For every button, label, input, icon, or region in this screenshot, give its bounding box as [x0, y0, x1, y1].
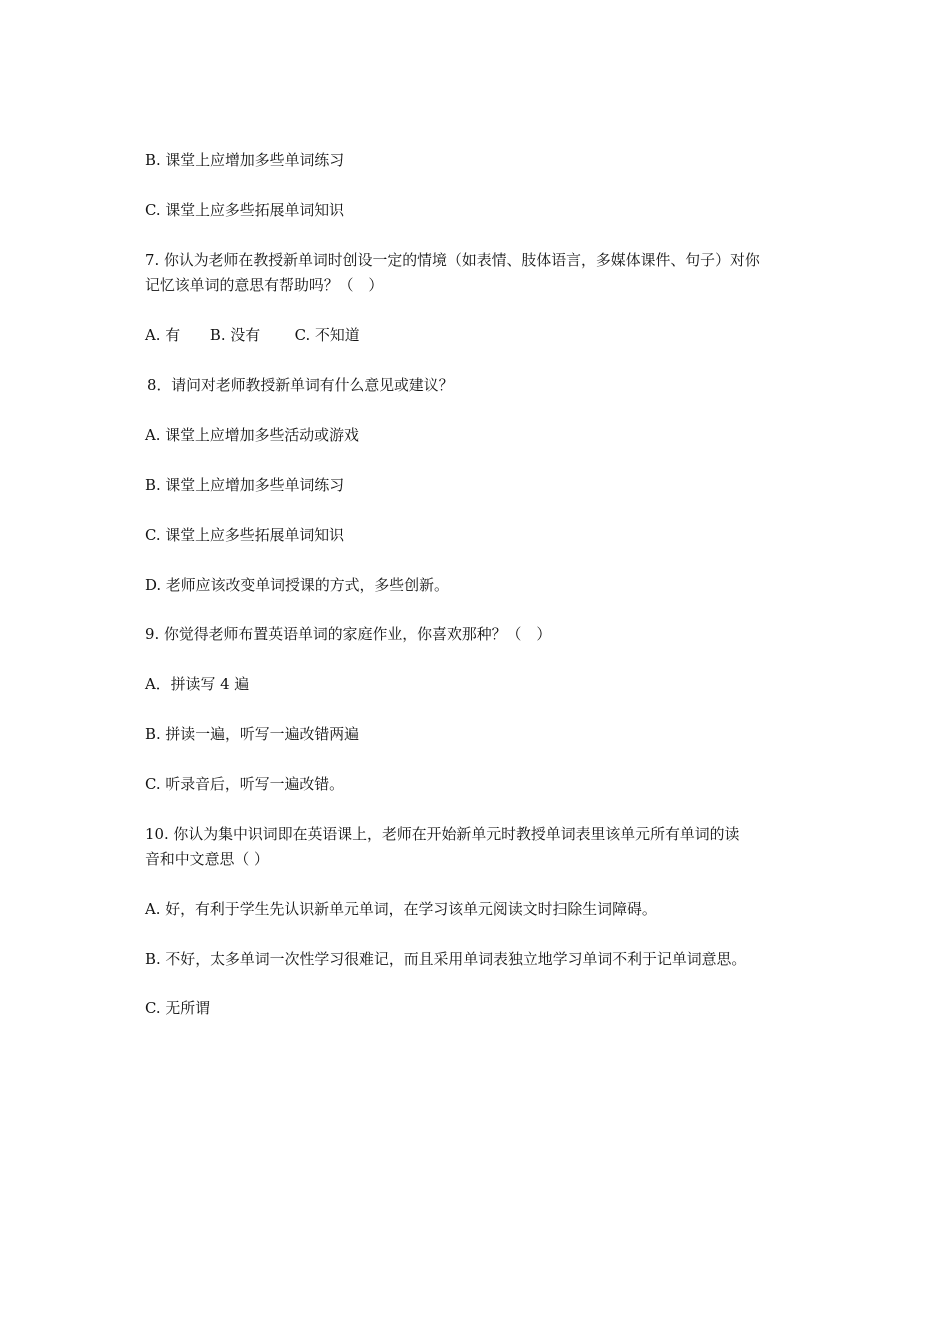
q10-question-line-1: 10. 你认为集中识词即在英语课上，老师在开始新单元时教授单词表里该单元所有单词的读: [145, 825, 740, 843]
q7-question-line-1: 7. 你认为老师在教授新单词时创设一定的情境（如表情、肢体语言，多媒体课件、句子）对你: [145, 251, 760, 269]
q8-option-b: B. 课堂上应增加多些单词练习: [145, 476, 345, 494]
q10-option-c: C. 无所谓: [145, 999, 211, 1017]
q8-option-c: C. 课堂上应多些拓展单词知识: [145, 526, 345, 544]
q10-option-a: A. 好，有利于学生先认识新单元单词，在学习该单元阅读文时扫除生词障碍。: [145, 900, 657, 918]
q8-question: 8．请问对老师教授新单词有什么意见或建议？: [147, 376, 454, 394]
q9-option-b: B. 拼读一遍，听写一遍改错两遍: [145, 725, 360, 743]
q8-option-d: D. 老师应该改变单词授课的方式，多些创新。: [145, 576, 449, 594]
q8-option-a: A. 课堂上应增加多些活动或游戏: [145, 426, 359, 444]
q9-option-c: C. 听录音后，听写一遍改错。: [145, 775, 345, 793]
q6-option-c: C. 课堂上应多些拓展单词知识: [145, 201, 345, 219]
q10-option-b: B. 不好，太多单词一次性学习很难记，而且采用单词表独立地学习单词不利于记单词意思。: [145, 950, 747, 968]
q7-question-line-2: 记忆该单词的意思有帮助吗？（ ）: [145, 276, 384, 294]
q9-option-a: A．拼读写 4 遍: [145, 675, 250, 693]
q10-question-line-2: 音和中文意思（ ）: [145, 850, 269, 868]
q7-options: A. 有 B. 没有 C. 不知道: [145, 326, 360, 344]
q6-option-b: B. 课堂上应增加多些单词练习: [145, 151, 345, 169]
q9-question: 9. 你觉得老师布置英语单词的家庭作业，你喜欢那种？（ ）: [145, 625, 552, 643]
